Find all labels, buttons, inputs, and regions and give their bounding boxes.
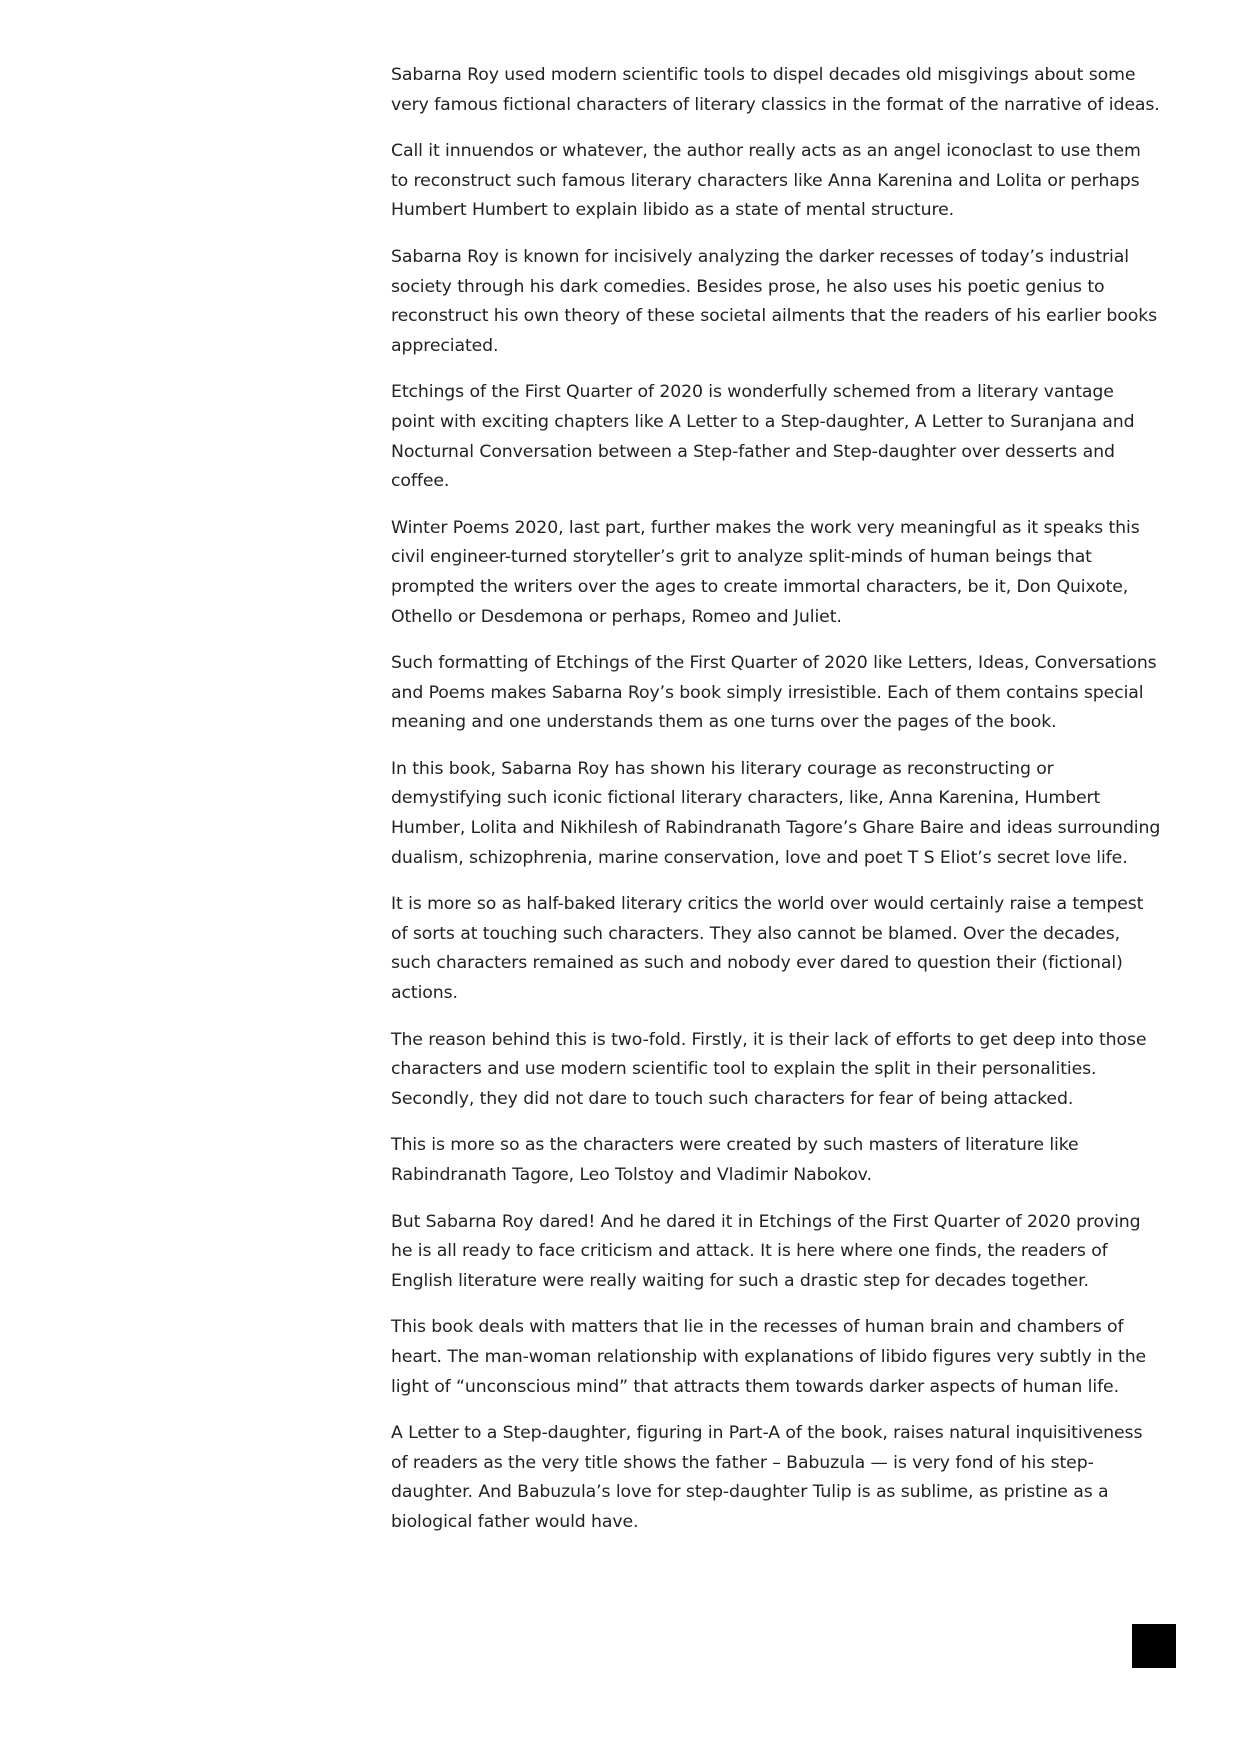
paragraph: Sabarna Roy used modern scientific tools to dispel decades old misgivings about some very famous fictional characters of literary classics in the format of the narrative of ideas.: [391, 65, 1160, 115]
paragraph: Call it innuendos or whatever, the author really acts as an angel iconoclast to use them to reconstruct such famous literary characters like Anna Karenina and Lolita or perhaps Humbert Humbert to explain libido as a state of mental structure.: [391, 141, 1141, 221]
back-to-top-button[interactable]: [1132, 1624, 1176, 1668]
paragraph: Winter Poems 2020, last part, further makes the work very meaningful as it speaks this civil engineer-turned storyteller’s grit to analyze split-minds of human beings that prompted the writers over the ages to create immortal characters, be it, Don Quixote, Othello or Desdemona or perhaps, Romeo and Juliet.: [391, 517, 1140, 627]
paragraph: This is more so as the characters were created by such masters of literature like Rabindranath Tagore, Leo Tolstoy and Vladimir Nabokov.: [391, 1135, 1079, 1185]
paragraph: Such formatting of Etchings of the First Quarter of 2020 like Letters, Ideas, Conversations and Poems makes Sabarna Roy’s book simply irresistible. Each of them contains special meaning and one understands them as one turns over the pages of the book.: [391, 653, 1157, 733]
paragraph: The reason behind this is two-fold. Firstly, it is their lack of efforts to get deep into those characters and use modern scientific tool to explain the split in their personalities. Secondly, they did not dare to touch such characters for fear of being attacked.: [391, 1029, 1147, 1109]
paragraph: A Letter to a Step-daughter, figuring in Part-A of the book, raises natural inquisitiveness of readers as the very title shows the father – Babuzula — is very fond of his step-daughter. And Babuzula’s love for step-daughter Tulip is as sublime, as pristine as a biological father would have.: [391, 1423, 1143, 1532]
article-body: [391, 61, 1161, 1555]
paragraph: In this book, Sabarna Roy has shown his literary courage as reconstructing or demystifying such iconic fictional literary characters, like, Anna Karenina, Humbert Humber, Lolita and Nikhilesh of Rabindranath Tagore’s Ghare Baire and ideas surrounding dualism, schizophrenia, marine conservation, love and poet T S Eliot’s secret love life.: [391, 758, 1161, 868]
paragraph: This book deals with matters that lie in the recesses of human brain and chambers of heart. The man-woman relationship with explanations of libido figures very subtly in the light of “unconscious mind” that attracts them towards darker aspects of human life.: [391, 1317, 1147, 1397]
paragraph: Etchings of the First Quarter of 2020 is wonderfully schemed from a literary vantage point with exciting chapters like A Letter to a Step-daughter, A Letter to Suranjana and Nocturnal Conversation between a Step-father and Step-daughter over desserts and coffee.: [391, 382, 1135, 492]
paragraph: Sabarna Roy is known for incisively analyzing the darker recesses of today’s industrial society through his dark comedies. Besides prose, he also uses his poetic genius to reconstruct his own theory of these societal ailments that the readers of his earlier books appreciated.: [391, 246, 1158, 356]
paragraph: But Sabarna Roy dared! And he dared it in Etchings of the First Quarter of 2020 proving he is all ready to face criticism and attack. It is here where one finds, the readers of English literature were really waiting for such a drastic step for decades together.: [391, 1211, 1141, 1291]
paragraph: It is more so as half-baked literary critics the world over would certainly raise a tempest of sorts at touching such characters. They also cannot be blamed. Over the decades, such characters remained as such and nobody ever dared to question their (fictional) actions.: [391, 894, 1144, 1004]
